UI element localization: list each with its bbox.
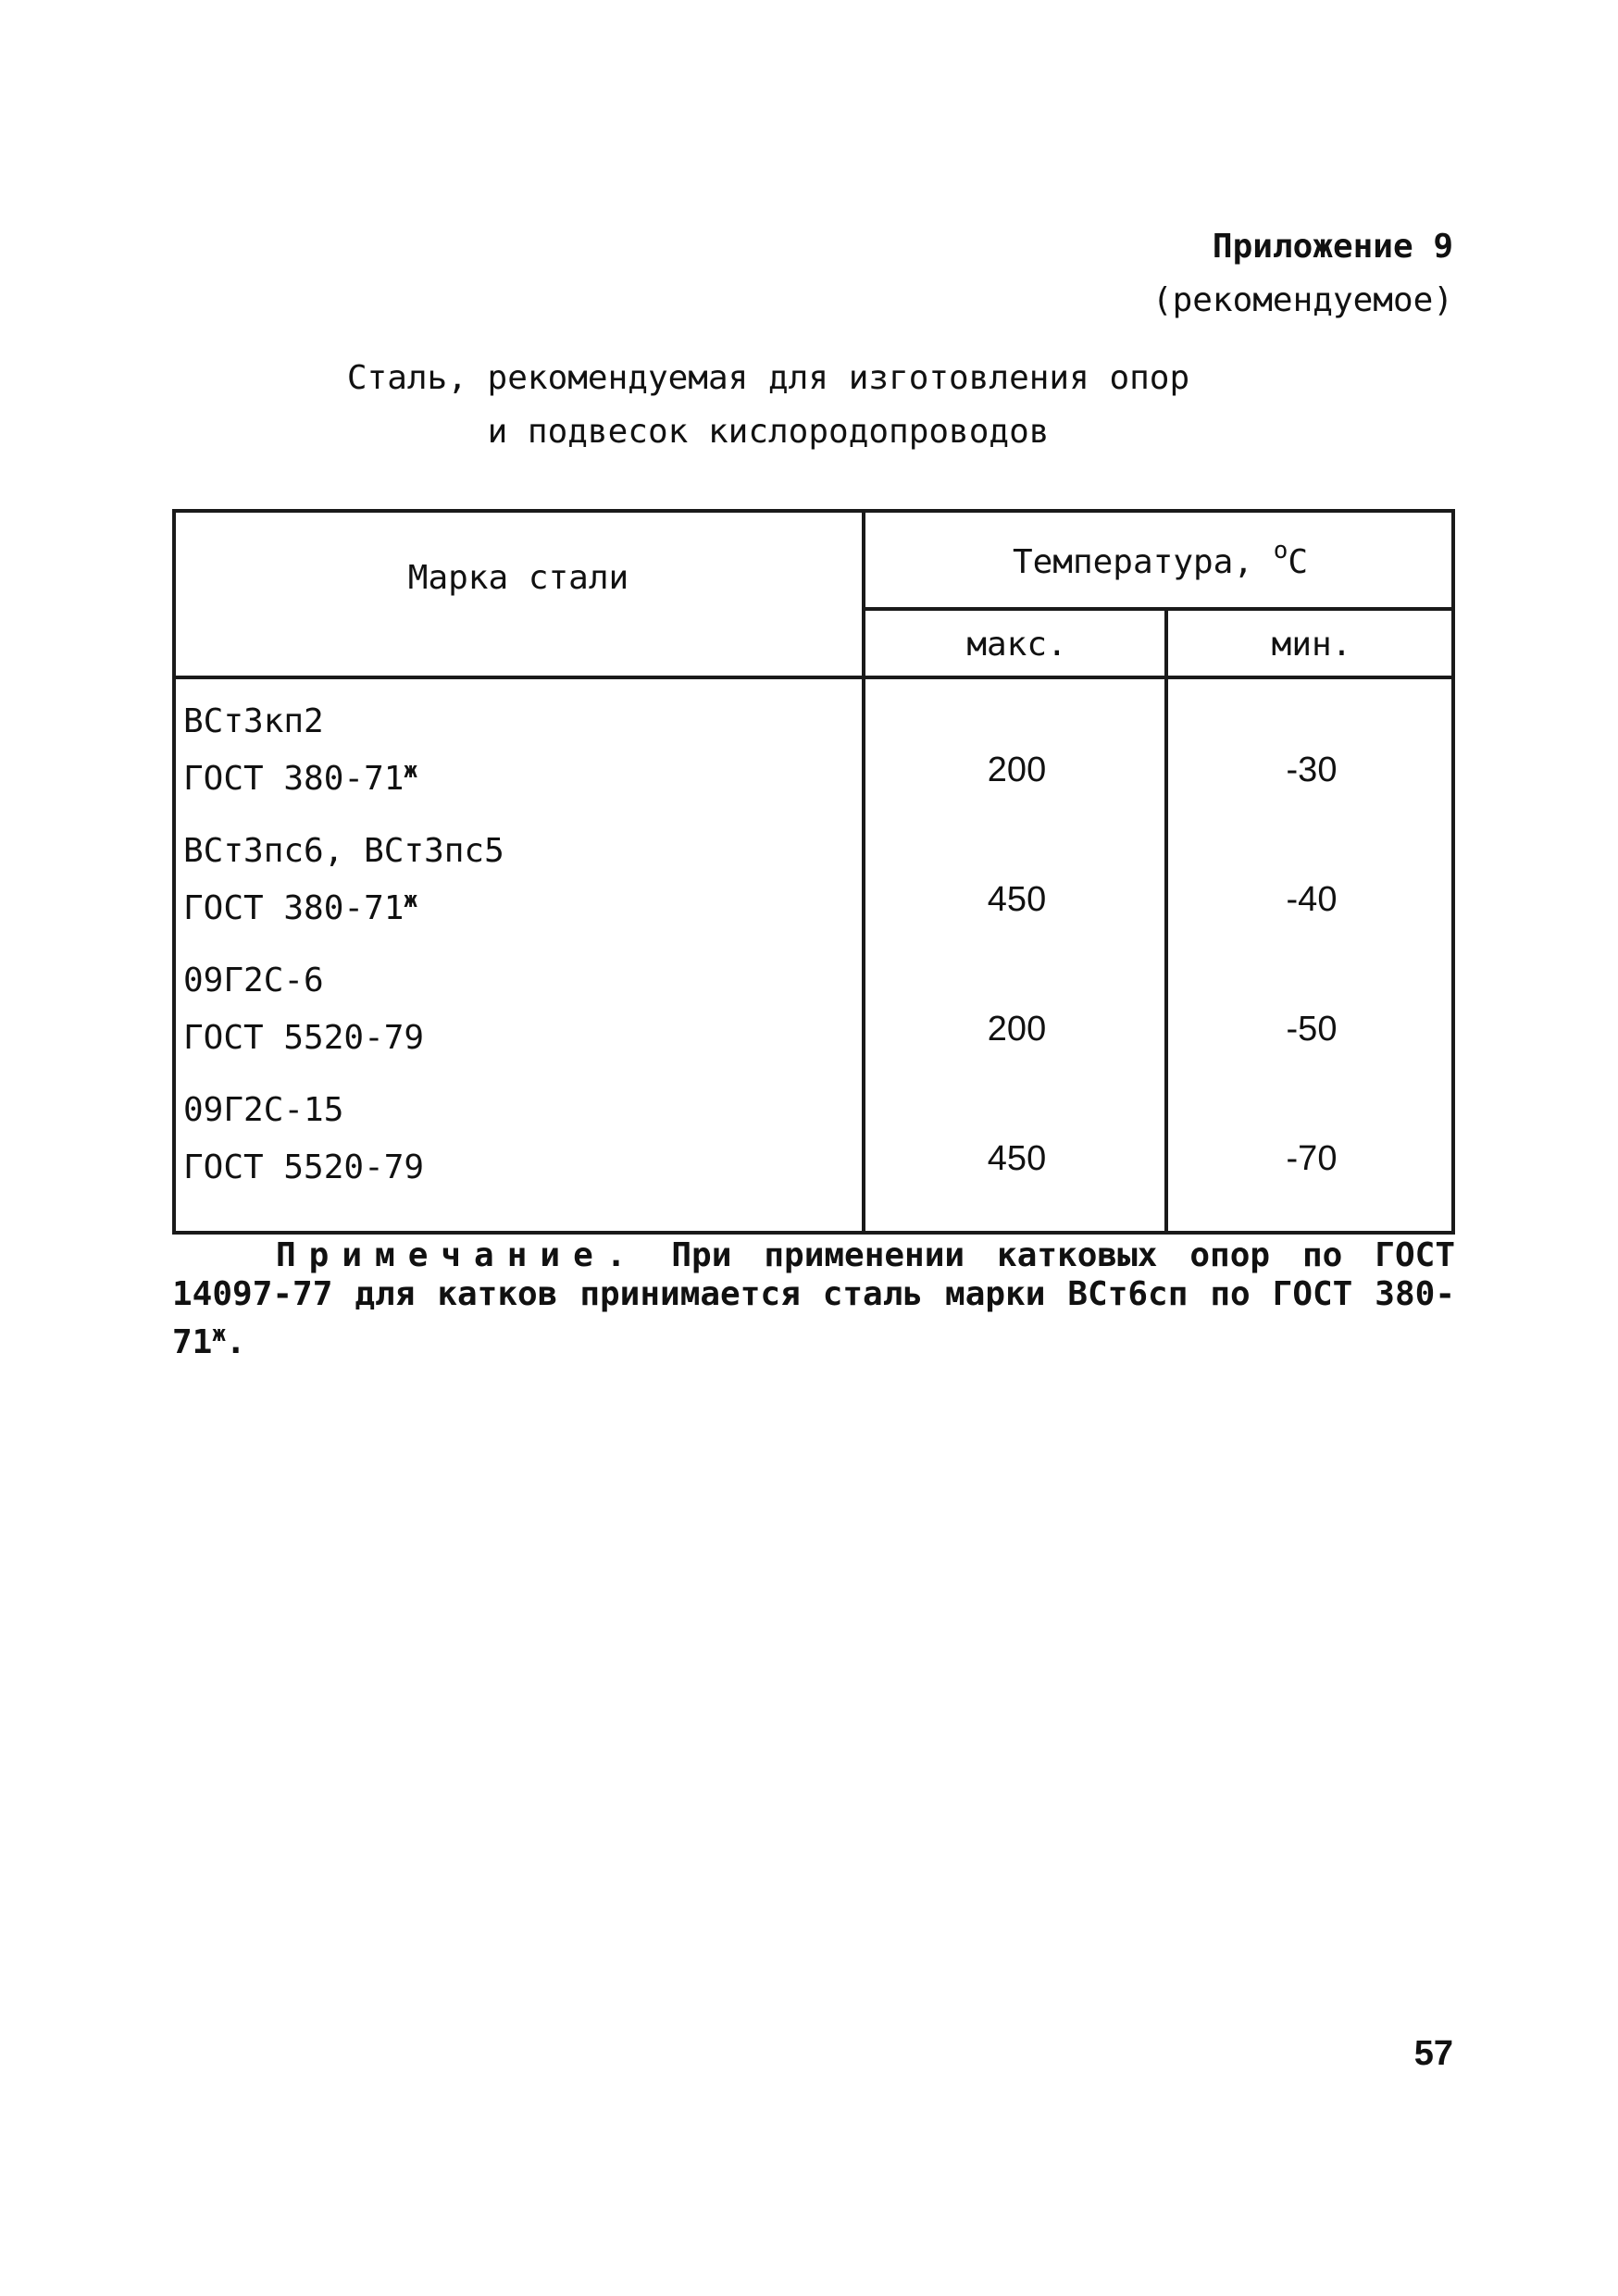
note-text: При применении катковых опор по ГОСТ 14097-77 для катков принимается сталь марки ВСт6сп по ГОСТ 380-71: [172, 1236, 1455, 1361]
row-min: -50: [1286, 1010, 1338, 1049]
row-standard: [183, 875, 504, 933]
row-max: 450: [987, 1139, 1047, 1178]
row-standard: [183, 1135, 424, 1192]
row-grade: ВСт3пс6, ВСт3пс5: [183, 832, 504, 870]
title-line-1: Сталь, рекомендуемая для изготовления опор: [346, 359, 1190, 397]
row-grade: 09Г2С-6: [183, 962, 324, 999]
header-min: мин.: [1271, 626, 1352, 664]
steel-table: [172, 509, 1455, 1235]
row-max: 200: [987, 1010, 1047, 1049]
appendix-subtitle: (рекомендуемое): [1151, 281, 1453, 319]
row-standard-text: ГОСТ 5520-79: [183, 1019, 425, 1057]
title-line-2: и подвесок кислородопроводов: [487, 413, 1050, 451]
header-divider-temp: [865, 607, 1451, 611]
row-grade-cell: [183, 827, 504, 933]
row-standard-mark: ж: [404, 757, 417, 783]
table-row: [176, 698, 1451, 827]
header-max: макс.: [966, 626, 1067, 664]
note-mark: ж: [212, 1321, 226, 1347]
row-standard-text: ГОСТ 380-71: [183, 889, 404, 927]
row-grade-cell: [183, 698, 417, 803]
table-row: [176, 957, 1451, 1086]
table-row: [176, 1086, 1451, 1216]
row-min: -40: [1286, 880, 1338, 919]
row-grade: ВСт3кп2: [183, 702, 324, 740]
header-steel-grade: Марка стали: [407, 559, 629, 597]
header-divider-bottom: [176, 676, 1451, 679]
row-standard-text: ГОСТ 380-71: [183, 760, 404, 798]
header-temperature-unit: С: [1288, 543, 1309, 581]
table-note: [172, 1236, 1455, 1362]
row-standard-text: ГОСТ 5520-79: [183, 1148, 425, 1186]
page-number: 57: [1413, 2034, 1453, 2073]
row-min: -30: [1286, 751, 1338, 789]
appendix-heading: [1152, 220, 1453, 328]
table-row: [176, 827, 1451, 957]
header-degree-symbol: о: [1273, 537, 1288, 565]
header-temperature-label: Температура,: [1012, 543, 1254, 581]
row-min: -70: [1286, 1139, 1338, 1178]
row-standard: [183, 746, 417, 803]
row-grade: 09Г2С-15: [183, 1091, 344, 1129]
row-grade-cell: [183, 957, 424, 1062]
row-standard: [183, 1005, 424, 1062]
header-temperature: [865, 537, 1455, 581]
note-end: .: [225, 1323, 246, 1361]
document-title: [278, 352, 1259, 459]
row-max: 450: [987, 880, 1047, 919]
appendix-title: Приложение 9: [1212, 228, 1453, 266]
row-standard-mark: ж: [404, 887, 417, 912]
row-max: 200: [987, 751, 1047, 789]
row-grade-cell: [183, 1086, 424, 1192]
note-lead: Примечание.: [276, 1236, 640, 1274]
